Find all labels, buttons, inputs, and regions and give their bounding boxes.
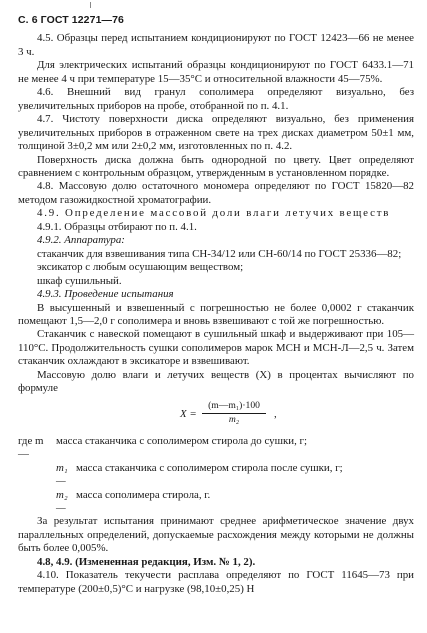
apparatus-item-desiccator: эксикатор с любым осушающим веществом;: [37, 261, 244, 274]
paragraph-result: За результат испытания принимают среднее арифметическое значение двух параллельных определений, допускаемые расхождения между которыми не должны быть более 0,005%.: [18, 515, 414, 555]
paragraph-4-6: 4.6. Внешний вид гранул сополимера определяют визуально, без увеличительных приборов на пробе, отобранной по п. 4.1.: [18, 86, 414, 112]
where-m2-text: масса сополимера стирола, г.: [76, 488, 211, 501]
where-m1-text: масса стаканчика с сополимером стирола после сушки, г;: [76, 461, 343, 474]
where-lead: где m —: [18, 434, 44, 461]
paragraph-formula-intro: Массовую долю влаги и летучих веществ (X) в процентах вычисляют по формуле: [18, 368, 414, 395]
apparatus-item-cup: стаканчик для взвешивания типа СН-34/12 или СН-60/14 по ГОСТ 25336—82;: [37, 247, 402, 260]
section-heading-4-9: 4.9. Определение массовой доли влаги летучих веществ: [37, 207, 391, 220]
paragraph-4-8: 4.8. Массовую долю остаточного мономера определяют по ГОСТ 15820—82 методом газожидкостной хроматографии.: [18, 180, 414, 206]
where-m1: [56, 462, 414, 489]
document-page: [18, 14, 414, 596]
paragraph-color: Поверхность диска должна быть однородной по цвету. Цвет определяют сравнением с контрольным образцом, утвержденным в установленном порядке.: [18, 153, 414, 179]
subheading-procedure: 4.9.3. Проведение испытания: [37, 288, 174, 301]
where-m: [18, 435, 414, 462]
paragraph-electrical: Для электрических испытаний образцы кондиционируют по ГОСТ 6433.1—71 не менее 4 ч при температуре 15—35°С и относительной влажности 45—75%.: [18, 59, 414, 85]
paragraph-4-5: 4.5. Образцы перед испытанием кондиционируют по ГОСТ 12423—66 не менее 3 ч.: [18, 32, 414, 58]
where-m2: [56, 489, 414, 516]
paragraph-4-9-1: 4.9.1. Образцы отбирают по п. 4.1.: [37, 220, 197, 233]
where-m1-symbol: m₁ —: [56, 461, 68, 488]
formula-denominator: m₂: [228, 413, 240, 425]
paragraph-drying: Стаканчик с навеской помещают в сушильный шкаф и выдерживают при 105—110°С. Продолжительность сушки сополимеров марок МСН и МСН-Л—2,5 ч. Затем стаканчик охлаждают в эксикаторе и взвешивают.: [18, 328, 414, 368]
page-header: С. 6 ГОСТ 12271—76: [18, 14, 124, 26]
moisture-formula: [18, 399, 414, 433]
apparatus-item-oven: шкаф сушильный.: [37, 274, 122, 287]
formula-comma: ,: [274, 407, 277, 420]
formula-numerator: (m—m₁)·100: [202, 400, 266, 414]
paragraph-weighing: В высушенный и взвешенный с погрешностью не более 0,0002 г стаканчик помещают 1,5—2,0 г сополимера и вновь взвешивают с той же погрешностью.: [18, 301, 414, 327]
formula-fraction: [202, 400, 266, 426]
where-m-text: масса стаканчика с сополимером стирола до сушки, г;: [56, 434, 308, 447]
formula-lhs: X =: [180, 407, 197, 420]
subheading-apparatus: 4.9.2. Аппаратура:: [37, 234, 125, 247]
paragraph-amendment: 4.8, 4.9. (Измененная редакция, Изм. № 1, 2).: [37, 555, 256, 568]
where-m2-symbol: m₂ —: [56, 488, 68, 514]
scan-mark: [90, 2, 91, 8]
paragraph-4-7: 4.7. Чистоту поверхности диска определяют визуально, без применения увеличительных приборов в отраженном свете на трех дисках диаметром 50±1 мм, толщиной 3±0,2 мм или 2±0,2 мм, изготовленных по п. 4.2.: [18, 113, 414, 153]
paragraph-4-10: 4.10. Показатель текучести расплава определяют по ГОСТ 11645—73 при температуре (200±0,5)°С и нагрузке (98,10±0,25) Н: [18, 569, 414, 595]
